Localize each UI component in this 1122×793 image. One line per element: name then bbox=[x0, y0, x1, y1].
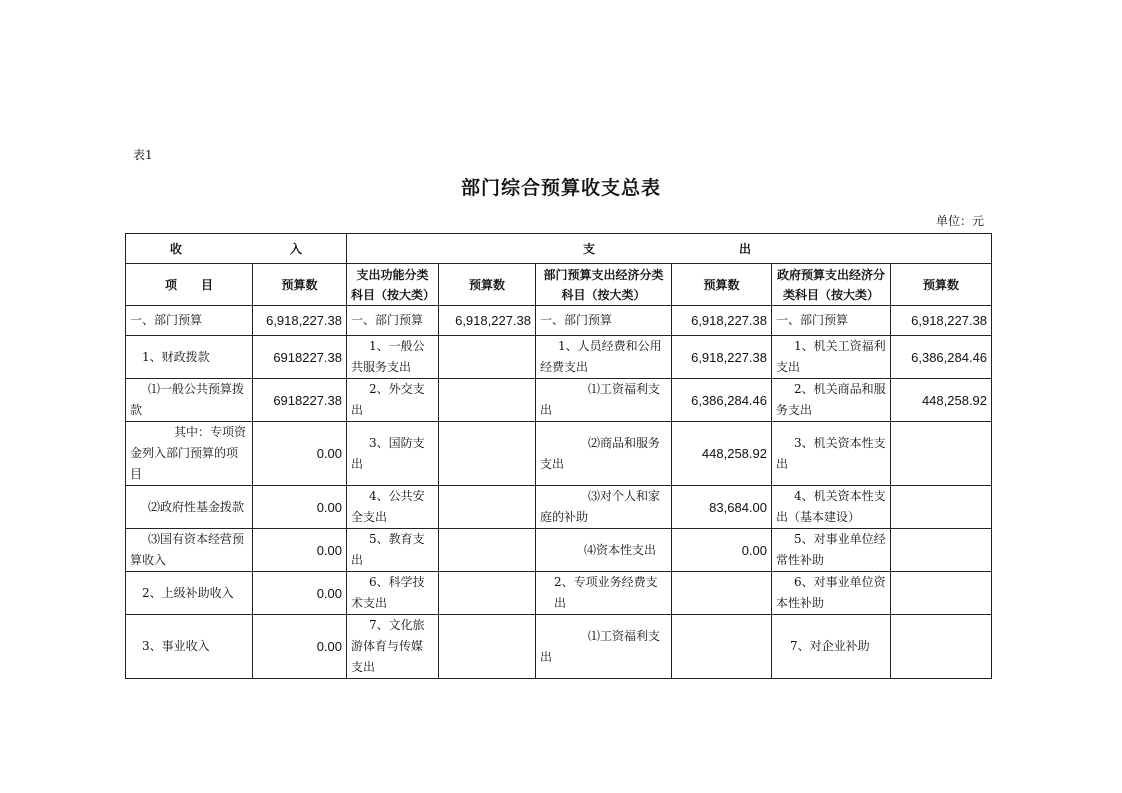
gov-economic-amount bbox=[891, 572, 992, 615]
function-amount bbox=[439, 529, 536, 572]
income-amount: 0.00 bbox=[253, 615, 347, 679]
gov-economic-item: 6、对事业单位资本性补助 bbox=[772, 572, 891, 615]
function-item: 6、科学技术支出 bbox=[347, 572, 439, 615]
income-group-char-2: 入 bbox=[289, 242, 302, 256]
table-row bbox=[126, 572, 992, 615]
function-item: 1、一般公共服务支出 bbox=[347, 336, 439, 379]
dept-economic-amount bbox=[672, 615, 772, 679]
function-item: 3、国防支出 bbox=[347, 422, 439, 486]
dept-economic-item: ⑵商品和服务支出 bbox=[536, 422, 672, 486]
income-item: 其中：专项资金列入部门预算的项目 bbox=[126, 422, 253, 486]
column-header-amount: 预算数 bbox=[672, 264, 772, 306]
income-amount: 0.00 bbox=[253, 422, 347, 486]
expense-group-char-2: 出 bbox=[739, 242, 752, 256]
column-header-function-category: 支出功能分类科目（按大类） bbox=[347, 264, 439, 306]
income-item: ⑶国有资本经营预算收入 bbox=[126, 529, 253, 572]
gov-economic-amount: 6,386,284.46 bbox=[891, 336, 992, 379]
column-header-row bbox=[126, 264, 992, 306]
dept-economic-item: ⑴工资福利支出 bbox=[536, 379, 672, 422]
income-item: 一、部门预算 bbox=[126, 306, 253, 336]
income-amount: 0.00 bbox=[253, 486, 347, 529]
function-amount bbox=[439, 379, 536, 422]
income-group-header bbox=[126, 234, 347, 264]
dept-economic-item: ⑶对个人和家庭的补助 bbox=[536, 486, 672, 529]
table-row bbox=[126, 336, 992, 379]
gov-economic-item: 5、对事业单位经常性补助 bbox=[772, 529, 891, 572]
income-item: ⑵政府性基金拨款 bbox=[126, 486, 253, 529]
income-item: 2、上级补助收入 bbox=[126, 572, 253, 615]
table-row bbox=[126, 306, 992, 336]
dept-economic-amount: 6,918,227.38 bbox=[672, 336, 772, 379]
dept-economic-amount: 6,918,227.38 bbox=[672, 306, 772, 336]
gov-economic-amount bbox=[891, 615, 992, 679]
function-amount: 6,918,227.38 bbox=[439, 306, 536, 336]
gov-economic-item: 3、机关资本性支出 bbox=[772, 422, 891, 486]
dept-economic-item: 一、部门预算 bbox=[536, 306, 672, 336]
income-amount: 0.00 bbox=[253, 572, 347, 615]
gov-economic-item: 2、机关商品和服务支出 bbox=[772, 379, 891, 422]
function-item: 7、文化旅游体育与传媒支出 bbox=[347, 615, 439, 679]
expense-group-char-1: 支 bbox=[583, 242, 596, 256]
dept-economic-item: 2、专项业务经费支出 bbox=[536, 572, 672, 615]
gov-economic-item: 1、机关工资福利支出 bbox=[772, 336, 891, 379]
dept-economic-amount: 448,258.92 bbox=[672, 422, 772, 486]
function-item: 4、公共安全支出 bbox=[347, 486, 439, 529]
gov-economic-amount bbox=[891, 529, 992, 572]
unit-label: 单位：元 bbox=[935, 214, 984, 228]
gov-economic-amount: 6,918,227.38 bbox=[891, 306, 992, 336]
dept-economic-item: 1、人员经费和公用经费支出 bbox=[536, 336, 672, 379]
gov-economic-amount: 448,258.92 bbox=[891, 379, 992, 422]
column-header-amount: 预算数 bbox=[439, 264, 536, 306]
gov-economic-item: 一、部门预算 bbox=[772, 306, 891, 336]
column-header-gov-economic-category: 政府预算支出经济分类科目（按大类） bbox=[772, 264, 891, 306]
table-row bbox=[126, 615, 992, 679]
function-amount bbox=[439, 572, 536, 615]
column-header-amount: 预算数 bbox=[891, 264, 992, 306]
income-amount: 6,918,227.38 bbox=[253, 306, 347, 336]
column-header-dept-economic-category: 部门预算支出经济分类科目（按大类） bbox=[536, 264, 672, 306]
function-item: 一、部门预算 bbox=[347, 306, 439, 336]
income-amount: 6918227.38 bbox=[253, 379, 347, 422]
table-number-label: 表1 bbox=[133, 148, 153, 162]
column-header-item: 项 目 bbox=[126, 264, 253, 306]
income-item: 1、财政拨款 bbox=[126, 336, 253, 379]
income-item: 3、事业收入 bbox=[126, 615, 253, 679]
income-item: ⑴一般公共预算拨款 bbox=[126, 379, 253, 422]
dept-economic-item: ⑷资本性支出 bbox=[536, 529, 672, 572]
page-title: 部门综合预算收支总表 bbox=[460, 177, 661, 199]
function-amount bbox=[439, 615, 536, 679]
expense-group-header bbox=[347, 234, 992, 264]
table-row bbox=[126, 379, 992, 422]
function-amount bbox=[439, 422, 536, 486]
column-header-amount: 预算数 bbox=[253, 264, 347, 306]
income-group-char-1: 收 bbox=[170, 242, 183, 256]
function-amount bbox=[439, 336, 536, 379]
dept-economic-amount: 83,684.00 bbox=[672, 486, 772, 529]
gov-economic-item: 4、机关资本性支出（基本建设） bbox=[772, 486, 891, 529]
table-row bbox=[126, 486, 992, 529]
group-header-row bbox=[126, 234, 992, 264]
table-row bbox=[126, 529, 992, 572]
table-row bbox=[126, 422, 992, 486]
function-item: 5、教育支出 bbox=[347, 529, 439, 572]
income-amount: 0.00 bbox=[253, 529, 347, 572]
dept-economic-item: ⑴工资福利支出 bbox=[536, 615, 672, 679]
budget-table bbox=[125, 233, 992, 679]
gov-economic-amount bbox=[891, 422, 992, 486]
dept-economic-amount: 0.00 bbox=[672, 529, 772, 572]
dept-economic-amount bbox=[672, 572, 772, 615]
income-amount: 6918227.38 bbox=[253, 336, 347, 379]
gov-economic-amount bbox=[891, 486, 992, 529]
function-item: 2、外交支出 bbox=[347, 379, 439, 422]
gov-economic-item: 7、对企业补助 bbox=[772, 615, 891, 679]
function-amount bbox=[439, 486, 536, 529]
dept-economic-amount: 6,386,284.46 bbox=[672, 379, 772, 422]
